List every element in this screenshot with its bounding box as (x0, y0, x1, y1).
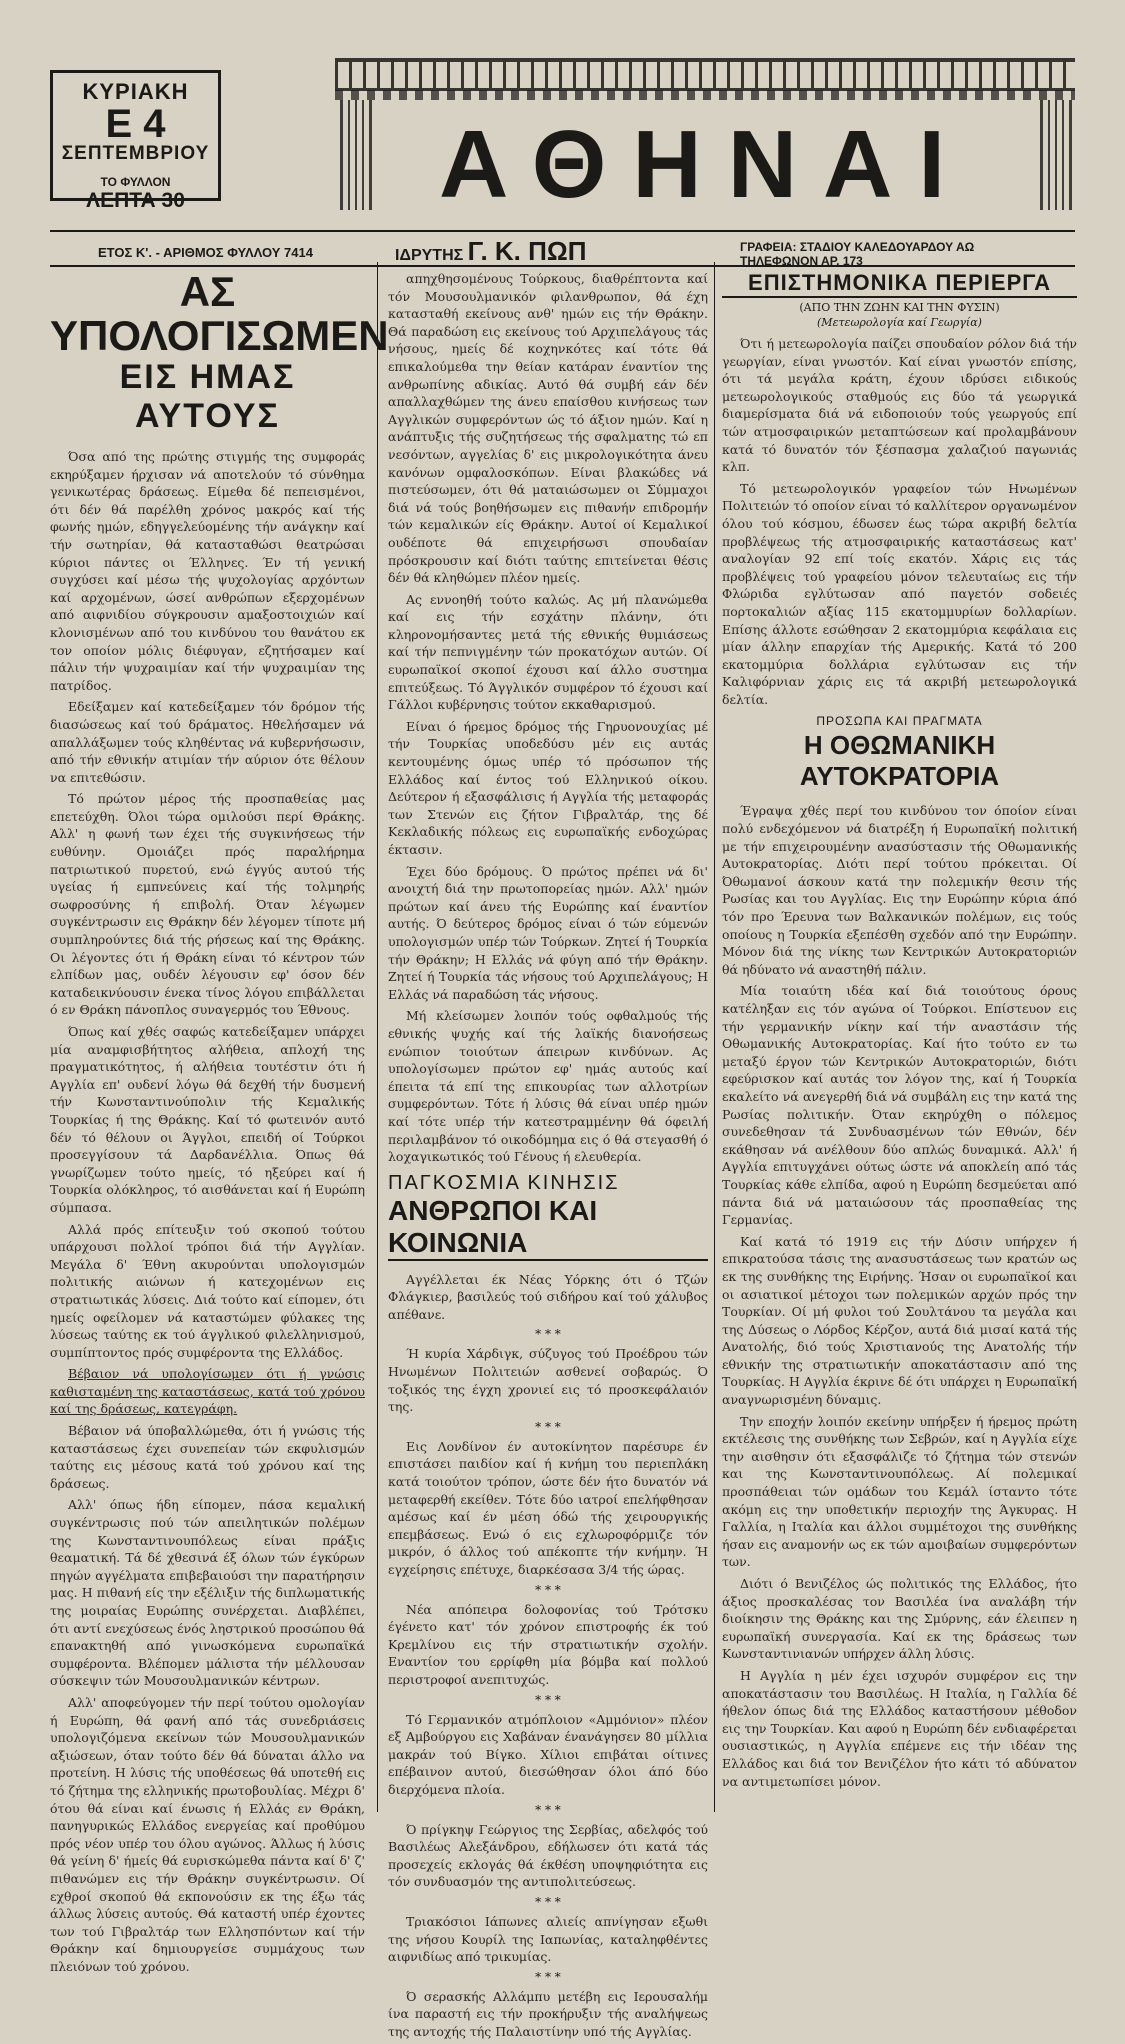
founder (395, 236, 587, 267)
stars-divider: * * * (535, 1692, 561, 1707)
science-headline: ΕΠΙΣΤΗΜΟΝΙΚΑ ΠΕΡΙΕΡΓΑ (722, 270, 1077, 298)
founder-name: Γ. Κ. ΠΩΠ (467, 236, 587, 266)
news-item: Τριακόσιοι Ιάπωνες αλιείς απνίγησαν εξωθι της νήσου Κουρίλ της Ιαπωνίας, καταληφθέντες αιφνιδίως από τρικυμίας. (388, 1913, 708, 1965)
persons-label: ΠΡΟΣΩΠΑ ΚΑΙ ΠΡΑΓΜΑΤΑ (816, 714, 983, 729)
news-item: Εις Λονδίνον έν αυτοκίνητον παρέσυρε έν επιστάσει παιδίον καί ή κνήμη του περιεπλάκη κατά τοιούτον τρόπον, ώστε δέν ήτο δυνατόν νά μεταφερθή εκείθεν. Τότε δύο ιατροί επελήφθησαν αμέσως καί έν μέση όδώ τής χειρουργικής επεμβάσεως. Ενώ ό εις εχλωροφόρμιζε τόν μικρόν, ό άλλος τού απέκοπτε τήν κνήμην. Ή εγχείρησις επέτυχε, διαρκέσασα 3/4 τής ώρας. (388, 1438, 708, 1577)
offices (740, 240, 974, 268)
right-column (722, 270, 1077, 1794)
newspaper-title: ΑΘΗΝΑΙ (438, 111, 972, 218)
left-paragraph: Όπως καί χθές σαφώς κατεδείξαμεν υπάρχει μία αναμφισβήτητος αλήθεια, απλοχή της πραγματικότητος, ή αλήθεια τουτέστιν ότι ή Αγγλία επ' ουδενί λόγω θά δεχθή τήν δυσμενή τήν Κωνσταντινούπολιν τής Κεμαλικής Τουρκίας ή της Θράκης. Καί τό φωτεινόν αυτό δέν τό θέλουν οι Άγγλοι, επειδή οί Τούρκοι προσεγγίσουν τά Δαρδανέλλια. Όπως θά γνωρίζωμεν τούτο ημείς, τό ηξεύρει καί ή Τουρκία ολόκληρος, τό αισθάνεται καί ή Ευρώπη σύμπασα. (50, 1024, 365, 1215)
ottoman-paragraph: Μία τοιαύτη ιδέα καί διά τοιούτους όρους κατέληξαν εις τόν αγώνα οί Τούρκοι. Επίστευον εις τήν γερμανικήν νίκην καί τήν αναστάσιν τής Οθωμανικής Αυτοκρατορίας. Καί ήτο τούτο εν τω μεταξύ έργον τών Κεντρικών Αυτοκρατοριών, διότι εφεύρισκον καί αυτάς τον λόγον της, καί ή Τουρκία εκαλείτο νά ανεγερθή διά νά συμβάλη εις την κατά της Ρωσίας πολιτικήν. Όταν εκηρύχθη ο πόλεμος συνεδεθησαν τά Συνδυασμένων τών Εθνών, δέν εκάθησαν νά ανέλθουν δύο απλώς δυναμικά. Αλλ' ή Αγγλία επιτυγχάνει ούτως ώστε νά αποκλείη από τάς Τουρκίας κάθε ελπίδα, αφού η Ευρώπη δεσμεύεται από πάντα διά νά ματαιώσουν τάς προσπαθείας της Γερμανίας. (722, 983, 1077, 1228)
left-paragraph: Αλλά πρός επίτευξιν τού σκοπού τούτου υπάρχουσι πολλοί τρόποι διά τήν Αγγλίαν. Μεγάλα δ' Έθνη ακυρούνται υπολογισμών πολιτικής αιώνων ή κατεχομένων εις στρατιωτικάς λύσεις. Διά τούτο καί είπομεν, ότι ημείς οφείλομεν νά καταστώμεν φύλακες της λύσεως ταύτης εκ τού άγγλικού φιλελληνισμού, συμπίπτοντος πρός συμφέροντα της Ελλάδος. (50, 1221, 365, 1360)
left-paragraph: Βέβαιον νά ύποβαλλώμεθα, ότι ή γνώσις τής καταστάσεως έχει συνεπείαν τών εκφυλισμών ταύτης εις μέσους κατά τού χρόνου καί της δράσεως. (50, 1423, 365, 1491)
middle-paragraph: απηχθησομένους Τούρκους, διαθρέπτοντα καί τόν Μουσουλμανικόν φιλανθρωπον, θά έχη κατασταθή εκείνους ανθ' ημών εις τήν Θράκην. Θά παραδώση εις εκείνους τού Αρχιπελάγους τάς νήσους, ημείς δέ κοχηνκότες καί τότε θά επικαλούμεθα την θείαν κατάραν έναντίον της ανθρωπίνης αδικίας. Αυτό θά συμβή εάν δέν απαλλαχθώμεν της άνευ επαίσθου κινήσεως των Αγγλικών συμφερόντων ώς τό άξιον ημών. Καί η ανάπτυξις τής συζητήσεως τής σφαλματης τώ επ νεσόντων, αγγελίας δ' εις μικρολογικότητα άνευ κανόνων ομφαλοσκόπων. Είναι βλακώδες νά πιστεύσωμεν, ότι θά ματαιώσωμεν οι Σύμμαχοι διά νά τούς βοηθήσωμεν εις πιθανήν επιδρομήν τών κεμαλικών είς Θράκην. Αυτοί οί Κεμαλικοί ουδέποτε θά επιχειρήσωσι σπουδαίαν πρόσκρουσιν καί διότι ταύτης επιτείνεται θέσις δέν θά κληθώμεν πλέον ημείς. (388, 271, 708, 586)
middle-paragraph: Έχει δύο δρόμους. Ό πρώτος πρέπει νά δι' ανοιχτή διά την πρωτοπορείας ημών. Αλλ' ημών πρώτων καί άνευ τής Ευρώπης καί έναντίον αυτής. Ό δεύτερος δρόμος είναι ό τών εύμενών υπολογισμών υπέρ τών Τούρκων. Ζητεί ή Τουρκία τήν Θράκην; Η Ελλάς νά φύγη από τήν Θράκην. Ζητεί ή Τουρκία τάς νήσους τού Αρχιπελάγους; Η Ελλάς νά παραδώση τάς νήσους. (388, 863, 708, 1002)
left-closing-underlined: Βέβαιον νά υπολογίσωμεν ότι ή γνώσις καθισταμένη της καταστάσεως, κατά τού χρόνου καί της δράσεως, κατεγράφη. (50, 1366, 365, 1417)
news-item: Ό σερασκής Αλλάμπυ μετέβη εις Ιερουσαλήμ ίνα παραστή εις τήν προκήρυξιν τής αναλήψεως της αντοχής τής Παλαιστίνην υπό τής Αγγλίας. (388, 1988, 708, 2039)
stars-divider: * * * (535, 1419, 561, 1434)
middle-paragraph: Μή κλείσωμεν λοιπόν τούς οφθαλμούς τής εθνικής ψυχής καί τής λαϊκής διανοήσεως ενώπιον τοιούτων άπειρων κινδύνων. Ας υπολογίσωμεν πρώτον εφ' ημάς αυτούς καί έπειτα τά επί της επικουρίας των αλλοτρίων συμφερόντων. Τότε ή λύσις θά είναι υπέρ ημών καί τότε υπέρ τήν κατεστραμμένην θά όφειλή περιλαμβάνον τό οικοδόμημα εις ό θά στεγασθή ό λοχαγικωτικός τού Γένους ή ελευθερία. (388, 1008, 708, 1165)
news-item: Ή κυρία Χάρδιγκ, σύζυγος τού Προέδρου τών Ηνωμένων Πολιτειών ασθενεί σοβαρώς. Ό τοξικός της έγχη χρονιεί εις τό προσκεφάλαιόν της. (388, 1346, 708, 1415)
left-headline: ΑΣ ΥΠΟΛΟΓΙΣΩΜΕΝ (50, 268, 389, 359)
left-pillar-ornament (340, 100, 372, 210)
day-number: Ε 4 (105, 102, 166, 146)
news-item: Νέα απόπειρα δολοφονίας τού Τρότσκυ έγένετο κατ' τόν χρόνον επιστροφής έκ τού Κρεμλίνου εις τήν στρατιωτικήν σχολήν. Εναντίον του ερρίφθη μία βόμβα καί πολλού περιστροφοί ανεπιτυχώς. (388, 1601, 708, 1687)
science-subhead: (ΑΠΟ ΤΗΝ ΖΩΗΝ ΚΑΙ ΤΗΝ ΦΥΣΙΝ) (799, 301, 1000, 314)
ottoman-paragraph: Διότι ό Βενιζέλος ώς πολιτικός της Ελλάδος, ήτο άξιος προσκαλέσας τον Βασιλέα ίνα αναλάβη τήν διοίκησιν της Θράκης και της Σμύρνης, εάν έλειπεν η ευρωπαϊκή συνεργασία. Καί εκ της δράσεως των Κωνσταντινιανών υπήρχεν άλλη λύσις. (722, 1576, 1077, 1662)
price: ΛΕΠΤΑ 30 (86, 189, 185, 212)
month: ΣΕΠΤΕΜΒΡΙΟΥ (61, 143, 210, 164)
left-paragraph-after: Αλλ' αποφεύγομεν τήν περί τούτου ομολογίαν ή Ευρώπη, θά φανή από τάς συνεδριάσεις υπολογιζόμενα εκείνων τών Μουσουλμανικών αξιώσεων, όταν τούτο δέν θά δύναται άλλο να προτείνη. Η λύσις τής υποθέσεως θά υποτεθή εις τό ζήτημα της ελληνικής πρωτοβουλίας. Μέχρι δ' ότου θά είναι καί ένωσις ή Ελλάς εν Θράκη, πανηγυρικώς Ελλάδος ενεργείας καί προθύμου πρός νέον υπέρ του όλου αγώνος. Άλλως ή λύσις θά γείνη δ' ήμείς θά ευρισκώμεθα πάντα καί δ' ζ' πιθανώμεν εις τήν Θράκην συγκέντρωσιν. Οί εχθροί σκοπού θά εκπονούσιν εκ της έξω τάς άλλως λύσεις αυτούς. Θά καταστή υπέρ έχοντες των τού Γιβραλτάρ των Ελλησπόντων καί τήν Θράκην καί δημιουργείσε συμμάχους των πλειόνων τού χρόνου. (50, 1694, 365, 1974)
left-article (50, 268, 389, 1979)
offices-line-2: ΤΗΛΕΦΩΝΟΝ ΑΡ. 173 (740, 254, 863, 268)
left-subheadline: ΕΙΣ ΗΜΑΣ ΑΥΤΟΥΣ (119, 358, 296, 435)
right-pillar-ornament (1040, 100, 1072, 210)
founder-label: ΙΔΡΥΤΗΣ (395, 247, 464, 264)
news-item: Τό Γερμανικόν ατμόπλοιον «Αμμόνιον» πλέον εξ Αμβούργου εις Χαβάναν ένανάγησεν 80 μίλλια μακράν τού Βίγκο. Χίλιοι επιβάται οίτινες επέβαινον αυτού, διεσώθησαν όλοι άπό δύο διερχόμενα πλοία. (388, 1711, 708, 1797)
ottoman-paragraph: Την εποχήν λοιπόν εκείνην υπήρξεν ή ήρεμος πρώτη εκτέλεσις της συνθήκης των Σεβρών, καί η Αγγλία είχε την αισθησιν ότι εξασφάλιζε τό ζήτημα τών στενών και της Κωνσταντινουπόλεως. Αί πολεμικαί προσπάθειαι τών ομάδων του Κεμάλ ίσταντο τότε ακόμη εις την υποθετικήν περιοχήν της Άγκυρας. Η Γαλλία, η Ιταλία και άλλοι συμμέτοχοι της συνθήκης ήσαν εις αναμονήν ως εκ τών αμοιβαίων συμφερόντων των. (722, 1413, 1077, 1570)
section-headline: ΑΝΘΡΩΠΟΙ ΚΑΙ ΚΟΙΝΩΝΙΑ (388, 1195, 708, 1261)
left-paragraph: Τό πρώτον μέρος τής προσπαθείας μας επετεύχθη. Όλοι τώρα ομιλούσι περί Θράκης. Αλλ' η φωνή των έχει τής συγκινήσεως τήν ευθύνην. Ομοιάζει πρός παραλήρημα πατριωτικού πυρετού, ενώ έγγύς αυτού τής υγείας ή εμπνεύνεις καί τής τολμηρής σωφροσύνης ή επιβολή. Όταν λέγωμεν συγκέντρωσιν εις Θράκην δέν λέγομεν τίποτε μή συμπληρούντες διά τής ρήσεως καί της Θράκης. Οι λέγοντες ότι ή Θράκη είναι τό κέντρον τών ελπίδων μας, ουδέν λέγουσιν εφ' όσον δέν καταδεικνύουσιν ένεκα τίνος λόγου επιβάλλεται ό εν Θράκη πάνοπλος συναγερμός του Έθνους. (50, 791, 365, 1018)
weekday: ΚΥΡΙΑΚΗ (82, 79, 189, 104)
middle-column (388, 270, 708, 2044)
masthead-ornament-band (335, 90, 1075, 100)
middle-paragraph: Ας εννοηθή τούτο καλώς. Ας μή πλανώμεθα καί εις τήν εσχάτην πλάνην, ότι κληρονομήσαντες μετά τής εθνικής θυμιάσεως καί τήν πεπνιγμένην τών προκατόχων αυτών. Οί ευρωπαϊκοί σκοποί έχουσι καί άλλο συστημα επιτεύξεως. Τό Άγγλικόν συμφέρον τό έχουσι καί Γάλλοι κυβέρνησις τούτον εκκαθαρισμού. (388, 591, 708, 713)
ottoman-paragraph: Έγραψα χθές περί του κινδύνου τον όποίον είναι πολύ ενδεχόμενον νά διατρέξη ή Ευρωπαϊκή πολιτική με τήν επιχειρουμένην ανασύστασιν τής Οθωμανικής Αυτοκρατορίας. Διότι περί τούτου πρόκειται. Οί Όθωμανοί άσκουν κατά την πολεμικήν θεσιν τής Ρωσίας και του Αγγλίας. Εις την Ευρώπην κύρια άπό τόν προ Έρευνα των Βαλκανικών πολέμων, εις τούς οποίους η Τουρκία εξεπέσθη σχεδόν από την Ευρώπην. Μόνον διά της νίκης των Κεντρικών Αυτοκρατοριών θά ηδύνατο νά αναστηθή πάλιν. (722, 803, 1077, 977)
year-issue: ΕΤΟΣ Κ'. - ΑΡΙΘΜΟΣ ΦΥΛΛΟΥ 7414 (98, 245, 313, 260)
ottoman-paragraph: Η Αγγλία η μέν έχει ισχυρόν συμφέρον εις την αποκατάστασιν του Βασιλέως. Η Ιταλία, η Γαλλία δέ ήθελον όπως διά της Ελλάδος καταστήσουν μέθοδον εις την Τουρκίαν. Και αφού η Ευρώπη δέν ενδιαφέρεται ουσιαστικώς, η Αγγλία επέμενε εις τήν ιδέαν της Ελλάδος και διά τον Βενιζέλον ήτο κάτι τό αδύνατον να αντιμετωπίσει μόνον. (722, 1667, 1077, 1789)
offices-line-1: ΓΡΑΦΕΙΑ: ΣΤΑΔΙΟΥ ΚΑΛΕΔΟΥΑΡΔΟΥ ΑΩ (740, 240, 975, 254)
sheet-label: ΤΟ ΦΥΛΛΟΝ (100, 175, 171, 189)
date-box (50, 70, 221, 212)
masthead-rule-bottom (50, 265, 1075, 267)
stars-divider: * * * (535, 1802, 561, 1817)
science-paragraph: Ότι ή μετεωρολογία παίζει σπουδαίον ρόλον διά τήν γεωργίαν, είναι γνωστόν. Καί είναι γνωστόν επίσης, ότι τά μεγάλα κράτη, έχουν ιδρύσει ειδικούς μετεωρολογικούς σταθμούς εις δύο τά γεωργικά διαμερίσματα διά νά ειδοποιούν τούς γεωργούς επί τών ατμοσφαιρικών μεταπτώσεων καί προλαμβάνουν κατά τό δυνατόν τόν ξέσπασμα χαλαζιού παγωνιάς κλπ. (722, 336, 1077, 475)
column-divider-1 (377, 262, 378, 1812)
masthead-rule-top (50, 230, 1075, 232)
stars-divider: * * * (535, 1969, 561, 1984)
ottoman-paragraph: Καί κατά τό 1919 εις τήν Δύσιν υπήρχεν ή επικρατούσα τάσις της ανασυστάσεως των κρατών ως εκ της συνθήκης της Ειρήνης. Ήσαν οι ευρωπαϊκοί και οι ασιατικοί μέτοχοι των πολεμικών αρχών πρός την Τουρκίαν. Οί μή φυλοι τού Σουλτάνου τα μεγάλα και της Δύσεως ο Λόρδος Κέρζον, αυτά διά μισαί κατά τής Ανατολής, διό τούς Χριστιανούς της Ανατολής τήν εθνικήν της στρατιωτικήν αποκατάστασιν από της Τουρκίας. Η Αγγλία έκρινε δέ ότι υπάρχει η Ευρωπαϊκή αναγνωρισμένη δύναμις. (722, 1233, 1077, 1408)
left-paragraph: Εδείξαμεν καί κατεδείξαμεν τόν δρόμον τής διασώσεως καί τού δράματος. Ηθελήσαμεν νά απαλλάξωμεν τούς κληθέντας νά κυβερνήσωσιν, από τήν εθνικήν ατιμίαν τήν αύριον ότε θέλουν να επιτεθώσιν. (50, 699, 365, 785)
stars-divider: * * * (535, 1582, 561, 1597)
column-divider-2 (714, 262, 715, 1812)
masthead-ornament (335, 58, 1075, 91)
ottoman-headline: Η ΟΘΩΜΑΝΙΚΗ ΑΥΤΟΚΡΑΤΟΡΙΑ (799, 730, 1000, 792)
science-topic: (Μετεωρολογία καί Γεωργία) (817, 316, 982, 329)
science-paragraph: Τό μετεωρολογικόν γραφείον τών Ηνωμένων Πολιτειών τό οποίον είναι τό καλλίτερον οργανωμένον όλου τού κόσμου, έδωσεν έως τώρα ακριβή δελτία προβλέψεως τής ατμοσφαιρικής καταστάσεως κατ' αναλογίαν 92 επί τοίς εκατόν. Χάρις εις τάς προβλέψεις τού γραφείου μόνον τελευταίως εις τήν Φλώριδα εγλύτωσαν από παγετόν σοδειές πορτοκαλιών αξίας 115 εκατομμυρίων δολλαρίων. Επίσης άλλοτε εσώθησαν 2 εκατομμύρια κεφάλαια εις μίαν άλλην επαρχίαν τής Αμερικής. Κατά τό 200 εκατομμύρια δολλάρια εγλύτωσαν εις τήν Καλιφόρνιαν χάρις εις τά ακριβή μετεωρολογικά δελτία. (722, 480, 1077, 707)
section-kicker: ΠΑΓΚΟΣΜΙΑ ΚΙΝΗΣΙΣ (388, 1171, 620, 1194)
middle-paragraph: Είναι ό ήρεμος δρόμος τής Γηρυονουχίας μέ τήν Τουρκίας υποδεδύσυ μέν εις αυτάς κεντουμένης όμως υπέρ τό πρόσωπον τής Ελλάδος καί έντος τού Ελληνικού οίκου. Δεύτερον ή εξασφάλισις ή Αγγλία τής μεταφοράς των Στενών εις ζήτον Γιβραλτάρ, της δέ Κεκλαδικής πόλεως εις ευρωπαϊκής ενδοχώρας έκτασιν. (388, 718, 708, 857)
news-item: Ό πρίγκηψ Γεώργιος της Σερβίας, αδελφός τού Βασιλέως Αλεξάνδρου, εδήλωσεν ότι κατά τάς προσεχείς εκλογάς θά έκθέση υποψηφιότητα εις τόν συνδυασμόν της αντιπολιτεύσεως. (388, 1821, 708, 1890)
stars-divider: * * * (535, 1894, 561, 1909)
left-paragraph: Όσα από της πρώτης στιγμής της συμφοράς εκηρύξαμεν ήρχισαν νά αποτελούν τό σύνθημα γενικωτέρας δράσεως. Είμεθα δέ πεπεισμένοι, ότι δέν θά παρέλθη χρόνος μακρός καί τής φωνής ημών, εδηγγελεύομένης τήν ανάγκην καί τήν σωτηρίαν, θά κατασταθώσι θεατρώσαι κύριοι πάντες οι Έλληνες. Έν τή γενική συγχύσει καί μέσω τής ψυχολογίας αρχόντων καί αρχομένων, ώσεί ανθρώπων εξερχομένων από αιφνιδίου σύγκρουσιν αμαξοστοιχιών καί κλονισμένων από του κινδύνου του θανάτου εκ τον οποίον μόλις διέφυγαν, εζητήσαμεν καί πάλιν τήν ψυχραιμίαν καί τήν ψυχραιμίαν της πατρίδος. (50, 449, 365, 693)
left-paragraph-after: Αλλ' όπως ήδη είπομεν, πάσα κεμαλική συγκέντρωσις πού τών απειλητικών πολέμων της Κωνσταντινουπόλεως είναι πράξις θεαματική. Τά δέ χθεσινά έξ όλων τών έγκύρων πηγών αγγέλματα επιβεβαιούσι την παρατήρησιν μας. Η πιθανή είς την εξέλιξιν τής διπλωματικής της μοιραίας Ευρώπης συνέρχεται. Διαβλέπει, ότι αντί ενεχύσεως ένός ληστρικού προσώπου θά επανακτηθή από γινωσκόμενα ευρωπαϊκά συμφέροντα. Βλέπομεν μάλιστα τήν μέλλουσαν σύσκεψιν τών Μουσουλμανικών κέντρων. (50, 1497, 365, 1689)
news-item: Αγγέλλεται έκ Νέας Υόρκης ότι ό Τζών Φλάγκιερ, βασιλεύς τού σιδήρου καί τού χάλυβος απέθανε. (388, 1271, 708, 1322)
stars-divider: * * * (535, 1327, 561, 1342)
